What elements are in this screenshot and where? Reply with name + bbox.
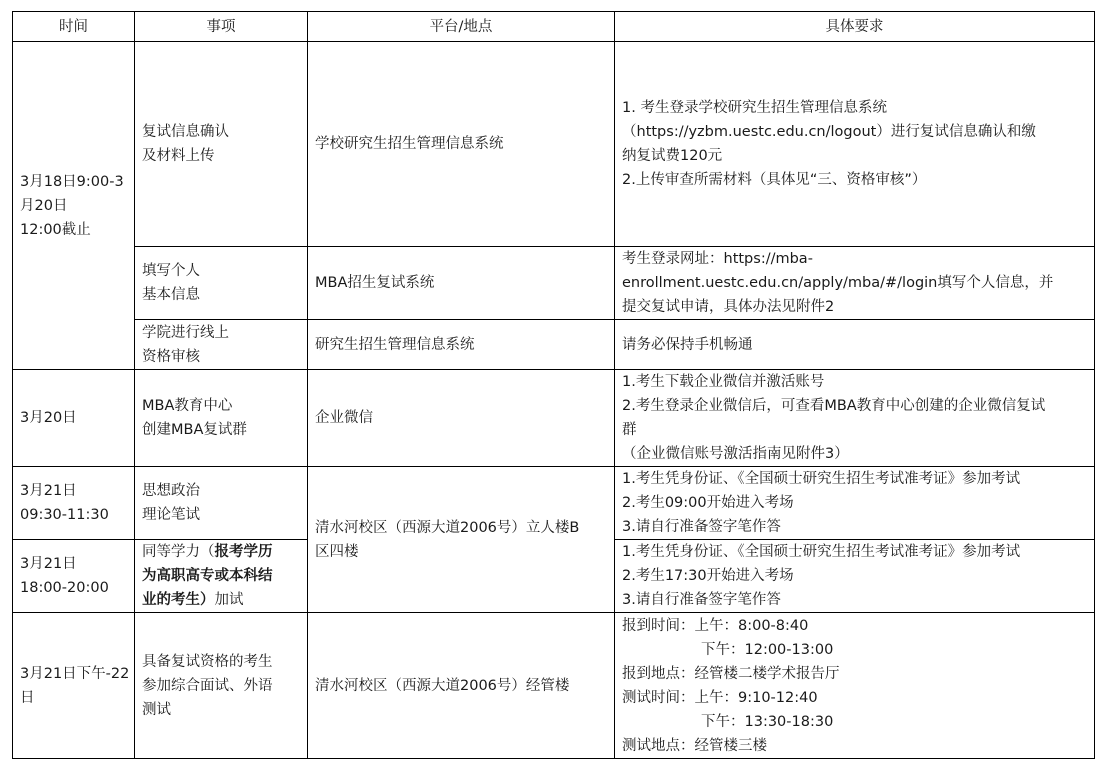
time-line: 3月18日9:00-3 — [20, 173, 124, 190]
time-line: 09:30-11:30 — [20, 507, 109, 523]
time-cell: 3月20日 — [13, 370, 135, 467]
requirement-line: 报到地点：经管楼二楼学术报告厅 — [622, 665, 840, 682]
platform-line: 区四楼 — [315, 543, 359, 560]
item-line: 及材料上传 — [142, 148, 215, 164]
platform-cell — [308, 467, 615, 613]
requirement-line: 群 — [622, 422, 637, 438]
item-line: 具备复试资格的考生 — [142, 653, 273, 670]
item-line: 测试 — [142, 701, 171, 718]
time-line: 3月21日 — [20, 483, 77, 499]
time-cell — [13, 467, 135, 540]
time-cell — [13, 613, 135, 759]
requirement-line: 纳复试费120元 — [622, 148, 723, 164]
item-line — [142, 588, 307, 612]
item-cell — [135, 370, 308, 467]
requirements-cell — [615, 370, 1095, 467]
requirement-line: 提交复试申请，具体办法见附件2 — [622, 299, 835, 315]
requirement-line: 1.考生凭身份证、《全国硕士研究生招生考试准考证》参加考试 — [622, 471, 1021, 487]
item-cell — [135, 42, 308, 247]
header-platform: 平台/地点 — [308, 12, 615, 42]
item-prefix: 同等学力（ — [142, 544, 215, 560]
requirements-cell: 请务必保持手机畅通 — [615, 320, 1095, 370]
requirement-line: 3.请自行准备签字笔作答 — [622, 519, 781, 535]
requirement-line: 下午：13:30-18:30 — [701, 713, 834, 730]
table-row — [13, 467, 1095, 540]
time-line: 日 — [20, 689, 35, 706]
requirement-line: 2.考生登录企业微信后，可查看MBA教育中心创建的企业微信复试 — [622, 398, 1046, 414]
item-line: MBA教育中心 — [142, 398, 233, 414]
item-line — [142, 540, 307, 564]
item-cell — [135, 467, 308, 540]
item-line: 参加综合面试、外语 — [142, 677, 273, 694]
header-item: 事项 — [135, 12, 308, 42]
requirement-line: （企业微信账号激活指南见附件3） — [622, 446, 849, 462]
item-cell — [135, 540, 308, 613]
table-row — [13, 613, 1095, 759]
item-suffix: 加试 — [214, 592, 244, 608]
requirement-line: 1. 考生登录学校研究生招生管理信息系统 — [622, 100, 887, 116]
item-cell — [135, 247, 308, 320]
table-row — [13, 370, 1095, 467]
platform-cell: 清水河校区（西源大道2006号）经管楼 — [308, 613, 615, 759]
requirement-line: 测试时间：上午：9:10-12:40 — [622, 689, 818, 706]
item-bold-text: 为高职高专或本科结 — [142, 568, 273, 584]
table-row — [13, 42, 1095, 247]
item-line: 复试信息确认 — [142, 124, 229, 140]
time-line: 3月21日 — [20, 556, 77, 572]
requirements-cell — [615, 467, 1095, 540]
item-line: 创建MBA复试群 — [142, 422, 247, 438]
requirement-line: 2.上传审查所需材料（具体见“三、资格审核”） — [622, 172, 927, 188]
requirement-line: 2.考生17:30开始进入考场 — [622, 568, 794, 584]
platform-cell: MBA招生复试系统 — [308, 247, 615, 320]
requirement-line: 下午：12:00-13:00 — [701, 641, 834, 658]
requirement-line: 3.请自行准备签字笔作答 — [622, 592, 781, 608]
time-line: 18:00-20:00 — [20, 580, 109, 596]
item-line: 学院进行线上 — [142, 324, 229, 341]
requirements-cell — [615, 613, 1095, 759]
requirement-line: 1.考生下载企业微信并激活账号 — [622, 374, 825, 390]
time-line: 3月21日下午-22 — [20, 665, 130, 682]
time-cell — [13, 540, 135, 613]
platform-cell: 企业微信 — [308, 370, 615, 467]
requirements-cell — [615, 42, 1095, 247]
item-bold-text: 业的考生） — [142, 592, 215, 608]
requirement-line: 测试地点：经管楼三楼 — [622, 737, 767, 754]
item-bold-text: 报考学历 — [214, 544, 273, 560]
platform-cell: 学校研究生招生管理信息系统 — [308, 42, 615, 247]
header-row — [13, 12, 1095, 42]
item-line: 理论笔试 — [142, 507, 200, 523]
item-line: 思想政治 — [142, 483, 200, 499]
requirement-line: enrollment.uestc.edu.cn/apply/mba/#/login填写个人信息，并 — [622, 275, 1054, 291]
requirement-line: 2.考生09:00开始进入考场 — [622, 495, 794, 511]
header-requirements: 具体要求 — [615, 12, 1095, 42]
time-cell — [13, 42, 135, 370]
schedule-table — [12, 11, 1095, 759]
requirements-cell — [615, 247, 1095, 320]
item-line: 基本信息 — [142, 287, 200, 303]
requirement-line: 报到时间：上午：8:00-8:40 — [622, 617, 809, 634]
platform-line: 清水河校区（西源大道2006号）立人楼B — [315, 519, 580, 536]
time-line: 12:00截止 — [20, 221, 91, 238]
requirements-cell — [615, 540, 1095, 613]
table-row — [13, 320, 1095, 370]
table-row — [13, 247, 1095, 320]
item-line — [142, 564, 307, 588]
item-cell — [135, 320, 308, 370]
item-line: 填写个人 — [142, 263, 200, 279]
item-line: 资格审核 — [142, 348, 200, 365]
platform-cell: 研究生招生管理信息系统 — [308, 320, 615, 370]
requirement-line: （https://yzbm.uestc.edu.cn/logout）进行复试信息确认和缴 — [622, 124, 1036, 140]
requirement-line: 1.考生凭身份证、《全国硕士研究生招生考试准考证》参加考试 — [622, 544, 1021, 560]
item-cell — [135, 613, 308, 759]
time-line: 月20日 — [20, 197, 68, 214]
header-time: 时间 — [13, 12, 135, 42]
requirement-line: 考生登录网址：https://mba- — [622, 251, 813, 267]
